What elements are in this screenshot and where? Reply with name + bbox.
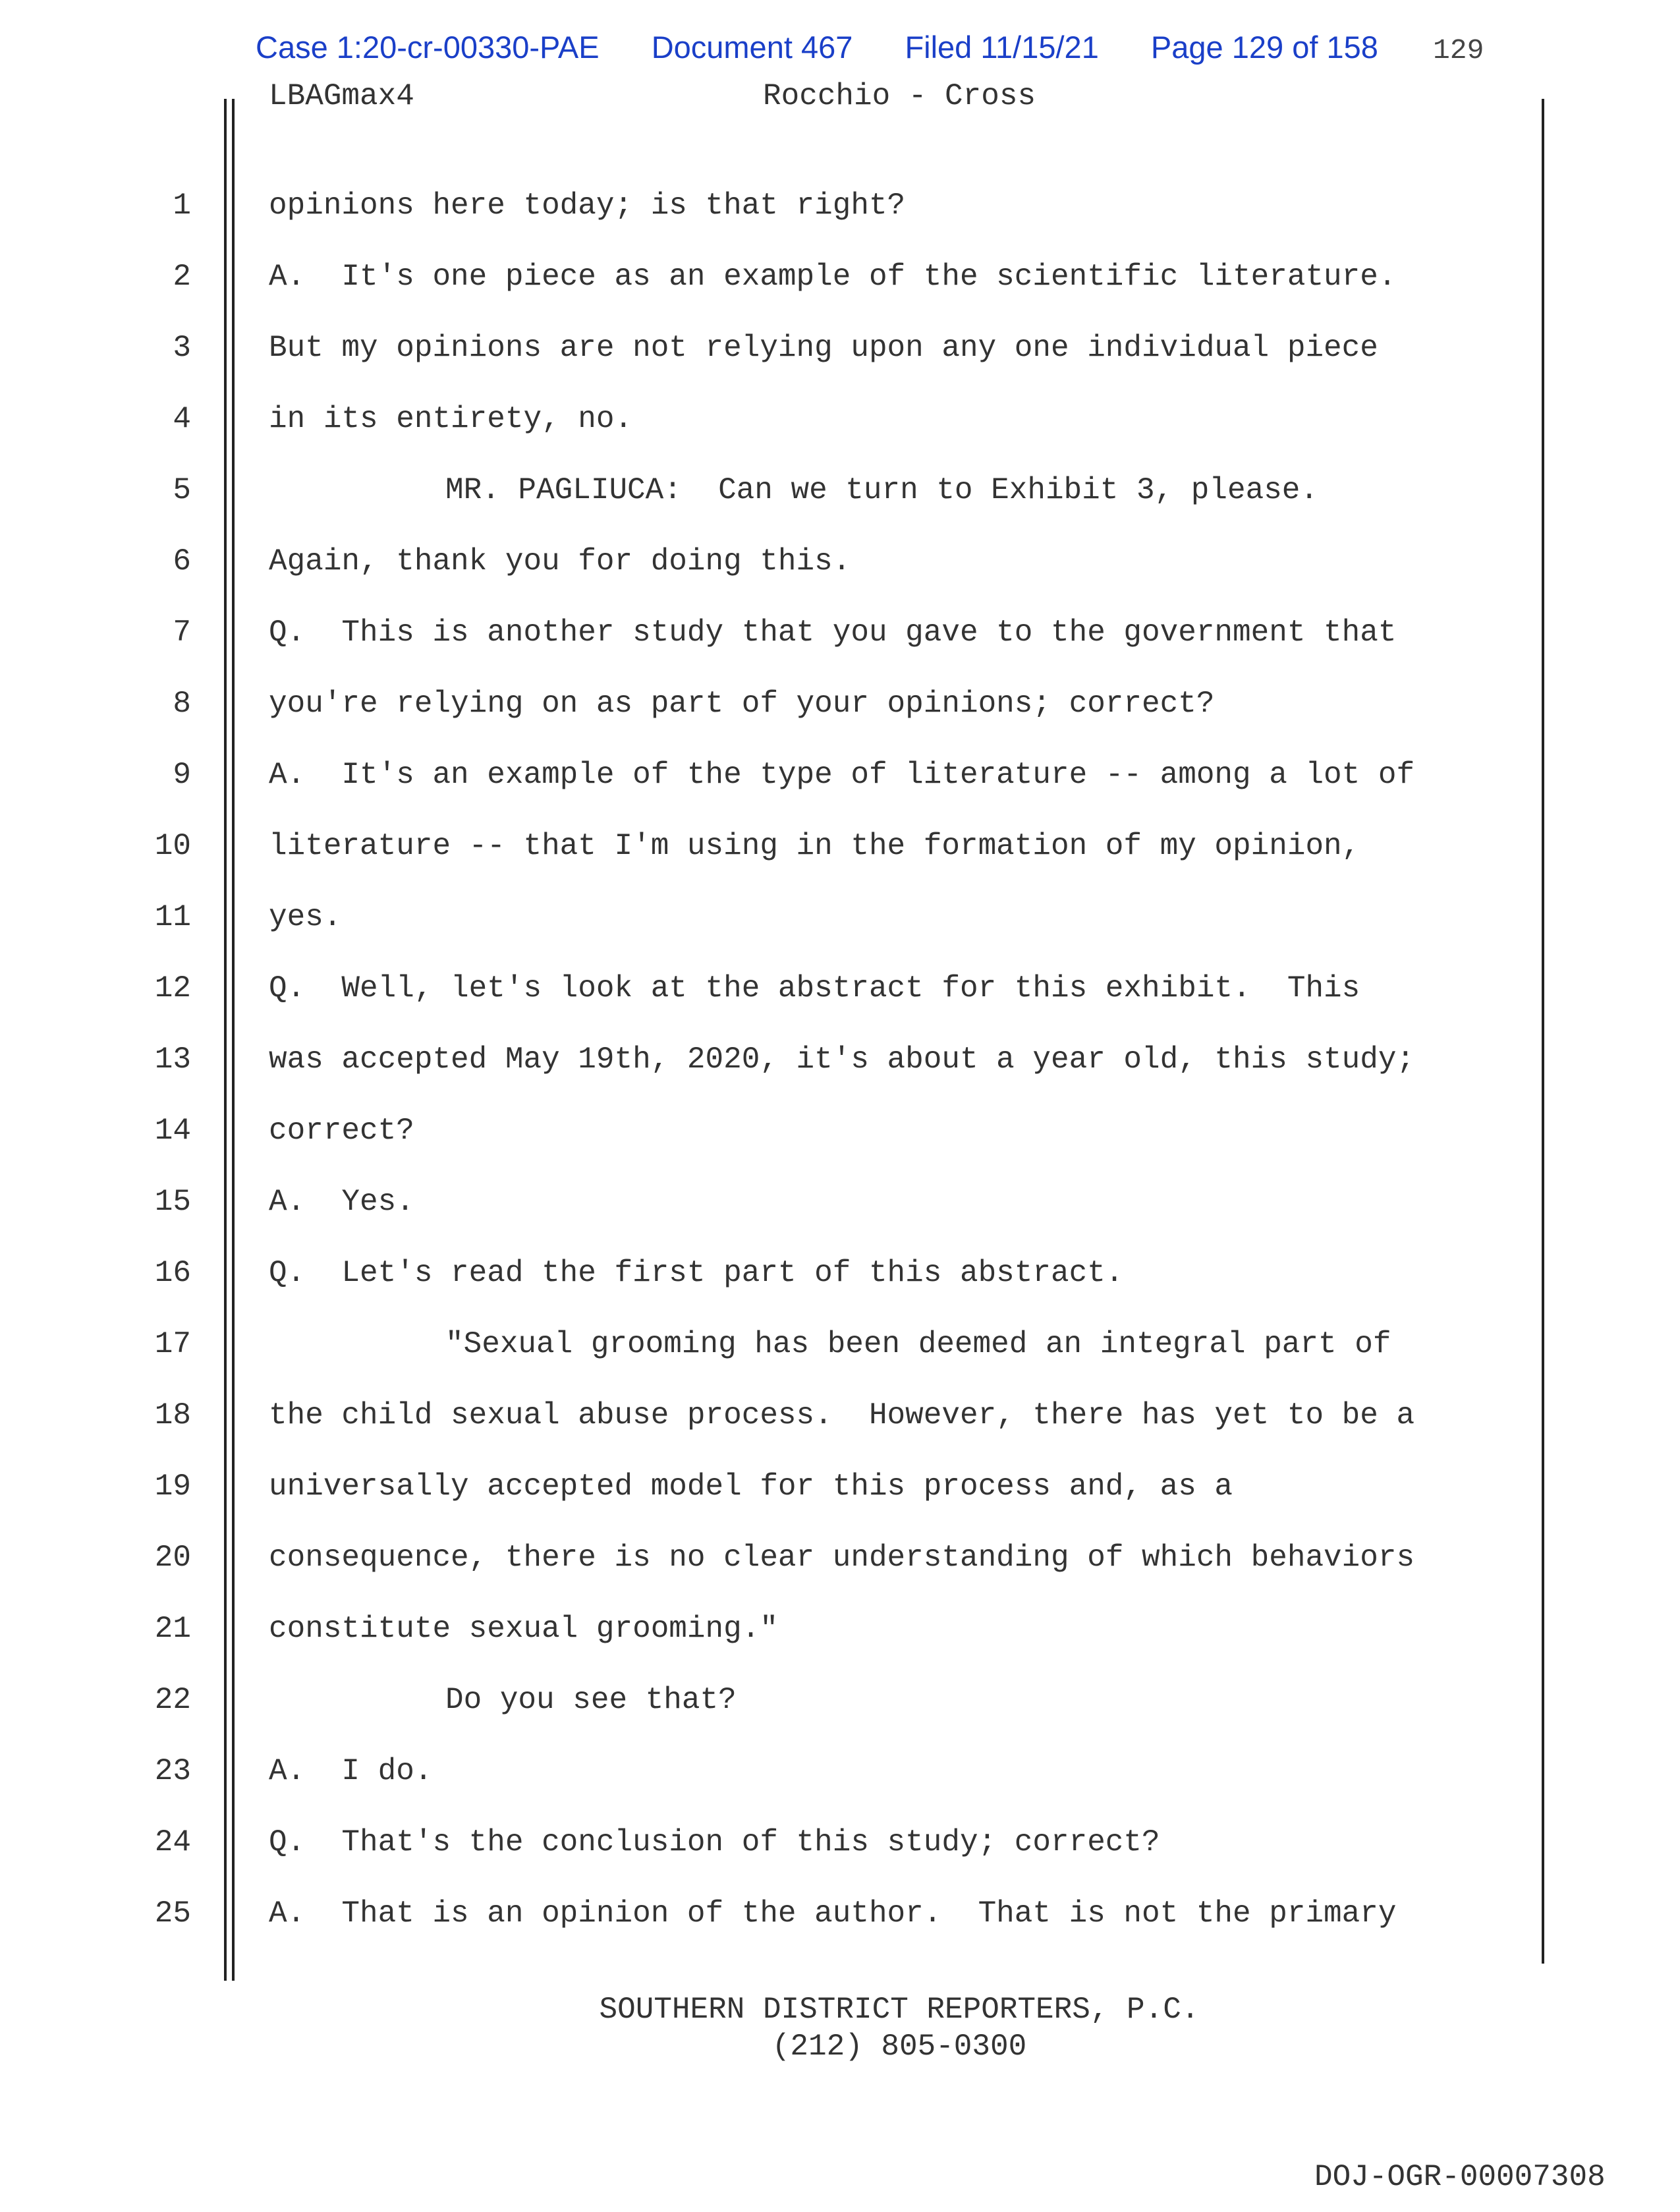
- case-number: Case 1:20-cr-00330-PAE: [256, 30, 600, 65]
- line-text: Do you see that?: [445, 1683, 737, 1717]
- filed-date: Filed 11/15/21: [905, 30, 1099, 65]
- line-text: consequence, there is no clear understanding of which behaviors: [269, 1541, 1415, 1575]
- line-text: MR. PAGLIUCA: Can we turn to Exhibit 3, please.: [445, 473, 1319, 507]
- transcript-page-number: 129: [1433, 34, 1484, 67]
- line-number: 25: [154, 1896, 191, 1931]
- line-text: yes.: [269, 900, 342, 934]
- transcript-line: [0, 597, 1680, 668]
- transcript-line: [0, 312, 1680, 383]
- transcript-line: [0, 170, 1680, 241]
- line-number: 5: [173, 473, 191, 507]
- line-text: universally accepted model for this process and, as a: [269, 1469, 1233, 1504]
- transcript-line: [0, 1664, 1680, 1736]
- reporter-name: SOUTHERN DISTRICT REPORTERS, P.C.: [599, 1993, 1200, 2027]
- line-number: 12: [154, 971, 191, 1006]
- line-number: 14: [154, 1114, 191, 1148]
- transcript-line: [0, 241, 1680, 312]
- line-text: constitute sexual grooming.": [269, 1612, 778, 1646]
- bates-number: DOJ-OGR-00007308: [1314, 2160, 1606, 2194]
- transcript-line: [0, 1309, 1680, 1380]
- transcript-line: [0, 953, 1680, 1024]
- line-text: opinions here today; is that right?: [269, 188, 906, 223]
- transcript-line: [0, 882, 1680, 953]
- line-text: you're relying on as part of your opinions; correct?: [269, 687, 1215, 721]
- line-number: 18: [154, 1398, 191, 1432]
- document-number: Document 467: [651, 30, 853, 65]
- line-number: 11: [154, 900, 191, 934]
- transcript-line: [0, 1736, 1680, 1807]
- transcript-line: [0, 526, 1680, 597]
- transcript-line: [0, 1024, 1680, 1095]
- filing-stamp: [256, 29, 1387, 65]
- line-number: 22: [154, 1683, 191, 1717]
- line-number: 13: [154, 1042, 191, 1077]
- transcript-line: [0, 1593, 1680, 1664]
- line-number: 16: [154, 1256, 191, 1290]
- transcript-body: [0, 170, 1680, 1949]
- line-number: 15: [154, 1185, 191, 1219]
- line-text: Q. That's the conclusion of this study; correct?: [269, 1825, 1160, 1859]
- line-text: A. It's one piece as an example of the scientific literature.: [269, 260, 1397, 294]
- line-number: 19: [154, 1469, 191, 1504]
- line-number: 8: [173, 687, 191, 721]
- line-text: Q. This is another study that you gave to the government that: [269, 615, 1397, 650]
- reporter-phone: (212) 805-0300: [771, 2029, 1027, 2064]
- witness-heading: Rocchio - Cross: [763, 79, 1036, 113]
- line-text: correct?: [269, 1114, 414, 1148]
- transcript-line: [0, 383, 1680, 455]
- line-number: 4: [173, 402, 191, 436]
- line-number: 7: [173, 615, 191, 650]
- transcript-line: [0, 1522, 1680, 1593]
- line-text: was accepted May 19th, 2020, it's about a year old, this study;: [269, 1042, 1415, 1077]
- line-number: 21: [154, 1612, 191, 1646]
- line-text: A. It's an example of the type of literature -- among a lot of: [269, 758, 1415, 792]
- line-number: 9: [173, 758, 191, 792]
- line-text: Q. Let's read the first part of this abstract.: [269, 1256, 1124, 1290]
- line-text: A. Yes.: [269, 1185, 414, 1219]
- line-text: Q. Well, let's look at the abstract for this exhibit. This: [269, 971, 1360, 1006]
- transcript-line: [0, 1095, 1680, 1166]
- transcript-line: [0, 1237, 1680, 1309]
- line-text: literature -- that I'm using in the formation of my opinion,: [269, 829, 1360, 863]
- transcript-line: [0, 739, 1680, 810]
- transcript-line: [0, 455, 1680, 526]
- page-of-total: Page 129 of 158: [1150, 30, 1378, 65]
- line-text: Again, thank you for doing this.: [269, 544, 851, 579]
- transcript-line: [0, 1807, 1680, 1878]
- line-number: 3: [173, 331, 191, 365]
- line-number: 1: [173, 188, 191, 223]
- line-text: the child sexual abuse process. However, there has yet to be a: [269, 1398, 1415, 1432]
- line-number: 10: [154, 829, 191, 863]
- reporter-footer: [0, 1991, 1680, 2065]
- line-number: 23: [154, 1754, 191, 1788]
- line-number: 17: [154, 1327, 191, 1361]
- transcript-line: [0, 810, 1680, 882]
- transcript-line: [0, 1166, 1680, 1237]
- line-text: in its entirety, no.: [269, 402, 633, 436]
- line-text: A. I do.: [269, 1754, 433, 1788]
- line-number: 6: [173, 544, 191, 579]
- transcript-line: [0, 1451, 1680, 1522]
- transcript-line: [0, 1380, 1680, 1451]
- line-number: 20: [154, 1541, 191, 1575]
- line-number: 24: [154, 1825, 191, 1859]
- line-text: "Sexual grooming has been deemed an integral part of: [445, 1327, 1391, 1361]
- line-number: 2: [173, 260, 191, 294]
- line-text: But my opinions are not relying upon any one individual piece: [269, 331, 1378, 365]
- transcript-id: LBAGmax4: [269, 79, 414, 113]
- transcript-line: [0, 668, 1680, 739]
- line-text: A. That is an opinion of the author. That is not the primary: [269, 1896, 1397, 1931]
- transcript-line: [0, 1878, 1680, 1949]
